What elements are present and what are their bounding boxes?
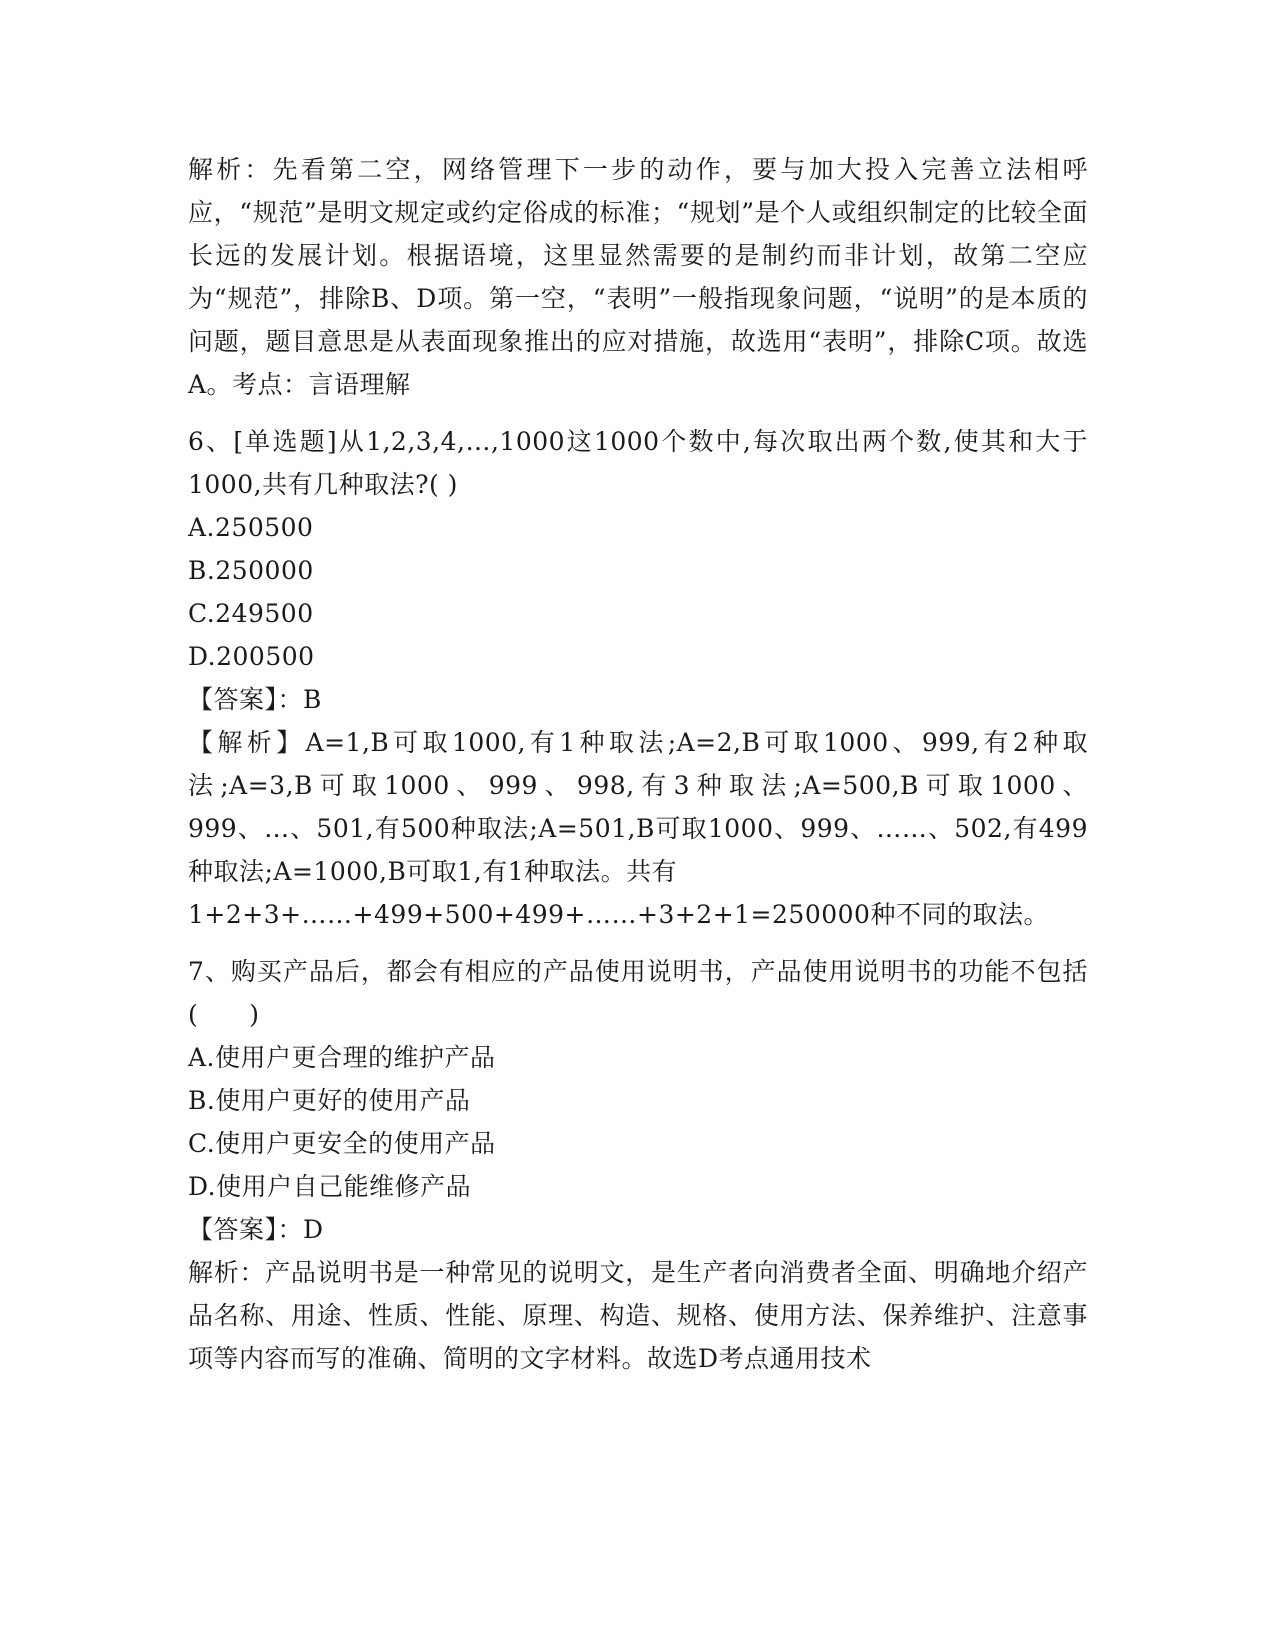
q7-option-a: A.使用户更合理的维护产品: [188, 1043, 496, 1072]
q7-option-d: D.使用户自己能维修产品: [188, 1172, 472, 1201]
q6-stem: 6、[单选题]从1,2,3,4,…,1000这1000个数中,每次取出两个数,使其和大于1000,共有几种取法?( ): [188, 427, 1088, 499]
q7-option-b: B.使用户更好的使用产品: [188, 1086, 471, 1115]
q6-option-b: B.250000: [188, 556, 314, 585]
q6-formula: 1+2+3+……+499+500+499+……+3+2+1=250000种不同的取法。: [188, 900, 1049, 929]
q5-explanation: 解析：先看第二空，网络管理下一步的动作，要与加大投入完善立法相呼应，“规范”是明文规定或约定俗成的标准；“规划”是个人或组织制定的比较全面长远的发展计划。根据语境，这里显然需要的是制约而非计划，故第二空应为“规范”，排除B、D项。第一空，“表明”一般指现象问题，“说明”的是本质的问题，题目意思是从表面现象推出的应对措施，故选用“表明”，排除C项。故选A。考点：言语理解: [188, 155, 1088, 399]
q6-option-a: A.250500: [188, 513, 314, 542]
question-6-block: [188, 420, 1088, 936]
q7-option-c: C.使用户更安全的使用产品: [188, 1129, 496, 1158]
document-page: [188, 148, 1088, 1380]
q7-answer: 【答案】：D: [188, 1215, 324, 1244]
q6-option-d: D.200500: [188, 642, 315, 671]
q6-option-c: C.249500: [188, 599, 314, 628]
question-5-block: [188, 148, 1088, 406]
q7-stem: 7、购买产品后，都会有相应的产品使用说明书，产品使用说明书的功能不包括( ): [188, 957, 1088, 1029]
q6-explanation: 【解析】A=1,B可取1000,有1种取法;A=2,B可取1000、999,有2种取法;A=3,B可取1000、999、998,有3种取法;A=500,B可取1000、999、…、501,有500种取法;A=501,B可取1000、999、……、502,有499种取法;A=1000,B可取1,有1种取法。共有: [188, 728, 1088, 886]
question-7-block: [188, 950, 1088, 1380]
q6-answer: 【答案】：B: [188, 685, 322, 714]
q7-explanation: 解析：产品说明书是一种常见的说明文，是生产者向消费者全面、明确地介绍产品名称、用途、性质、性能、原理、构造、规格、使用方法、保养维护、注意事项等内容而写的准确、简明的文字材料。故选D考点通用技术: [188, 1258, 1088, 1373]
